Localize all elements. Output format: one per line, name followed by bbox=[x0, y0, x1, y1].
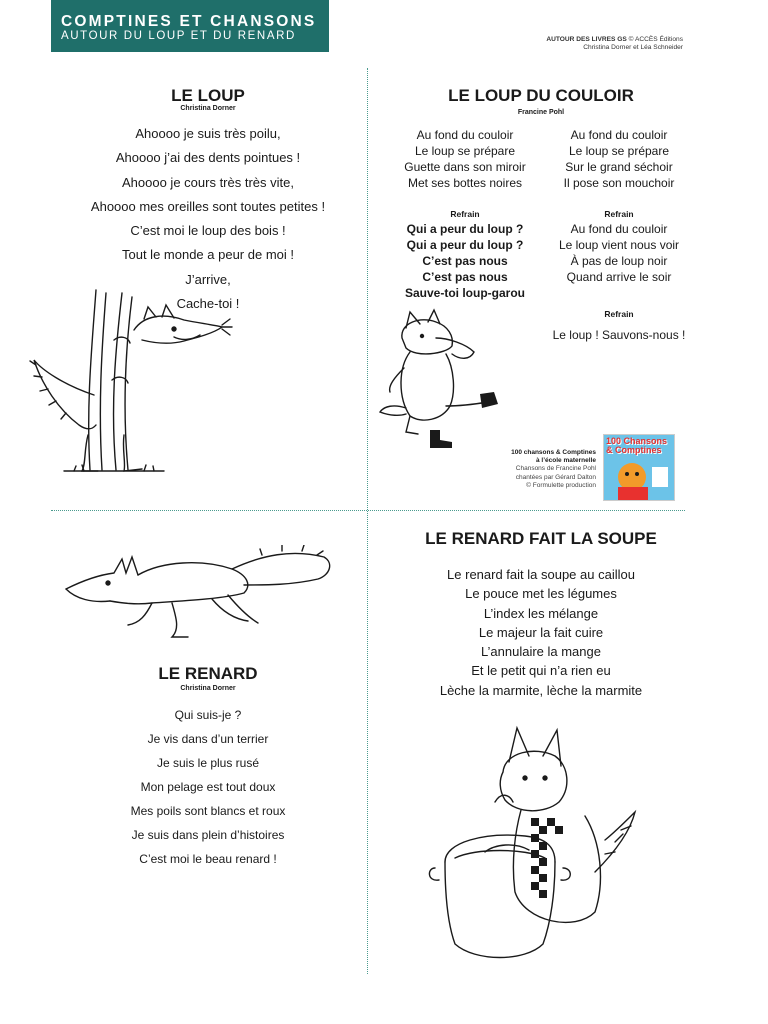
cd-caption-line: 100 chansons & Comptines bbox=[511, 449, 596, 456]
horizontal-divider bbox=[51, 510, 685, 511]
poem-line: À pas de loup noir bbox=[570, 253, 668, 268]
le-loup-author: Christina Dorner bbox=[180, 105, 236, 112]
poem-line: Ahoooo j’ai des dents pointues ! bbox=[115, 150, 301, 166]
poem-line: Mon pelage est tout doux bbox=[140, 780, 276, 794]
cd-cover-title bbox=[606, 437, 667, 455]
credits-series: AUTOUR DES LIVRES GS bbox=[546, 36, 627, 43]
poem-line: Le pouce met les légumes bbox=[465, 586, 617, 602]
couloir-verse-2 bbox=[544, 128, 694, 192]
couloir-refrain bbox=[390, 206, 540, 302]
wolf-tree-illustration bbox=[24, 285, 234, 485]
refrain-label: Refrain bbox=[604, 209, 634, 219]
credits-publisher: © ACCÈS Éditions bbox=[628, 36, 683, 43]
cd-caption-line: chantées par Gérard Dalton bbox=[515, 473, 596, 481]
poem-line: Ahoooo mes oreilles sont toutes petites ! bbox=[90, 198, 326, 214]
couloir-verse-1 bbox=[390, 128, 540, 192]
poem-line: Au fond du couloir bbox=[570, 222, 668, 236]
running-fox-illustration bbox=[62, 545, 337, 645]
poem-line: Guette dans son miroir bbox=[404, 159, 526, 174]
poem-line: L’index les mélange bbox=[483, 605, 599, 621]
couloir-final bbox=[544, 306, 694, 344]
cd-caption-line: © Formulette production bbox=[526, 481, 596, 489]
poem-line: Je suis le plus rusé bbox=[156, 756, 260, 770]
credits-authors: Christina Dorner et Léa Schneider bbox=[583, 44, 683, 52]
poem-line: Au fond du couloir bbox=[570, 128, 668, 142]
header-banner bbox=[51, 0, 329, 52]
renard-soupe-title: LE RENARD FAIT LA SOUPE bbox=[425, 529, 657, 548]
fox-soup-pot-illustration bbox=[425, 722, 645, 967]
le-renard-title: LE RENARD bbox=[158, 664, 258, 683]
le-renard-poem bbox=[60, 703, 356, 871]
poem-line: Qui a peur du loup ? bbox=[406, 237, 524, 252]
poem-line: Met ses bottes noires bbox=[407, 175, 523, 190]
poem-line: Tout le monde a peur de moi ! bbox=[122, 247, 294, 263]
vertical-divider bbox=[367, 68, 368, 974]
credits bbox=[546, 36, 683, 53]
couloir-verse-3 bbox=[544, 206, 694, 286]
poem-line: Ahoooo je cours très très vite, bbox=[122, 174, 294, 190]
poem-line: Cache-toi ! bbox=[176, 296, 240, 312]
poem-line: Quand arrive le soir bbox=[566, 269, 672, 284]
poem-line: C’est pas nous bbox=[422, 253, 508, 268]
header-title: COMPTINES ET CHANSONS bbox=[61, 13, 317, 30]
loup-couloir-author: Francine Pohl bbox=[517, 109, 565, 116]
poem-line: Ahoooo je suis très poilu, bbox=[135, 126, 281, 141]
poem-line: Et le petit qui n’a rien eu bbox=[471, 663, 611, 679]
le-loup-title: LE LOUP bbox=[171, 86, 245, 105]
header-subtitle: AUTOUR DU LOUP ET DU RENARD bbox=[61, 30, 296, 42]
walking-wolf-illustration bbox=[376, 308, 506, 458]
poem-line: J’arrive, bbox=[185, 271, 231, 287]
poem-line: Il pose son mouchoir bbox=[563, 175, 675, 190]
poem-line: Sur le grand séchoir bbox=[565, 159, 673, 174]
poem-line: Le majeur la fait cuire bbox=[478, 624, 604, 640]
cd-title-line: & Comptines bbox=[606, 445, 662, 455]
poem-line: Le renard fait la soupe au caillou bbox=[447, 567, 635, 582]
cd-cover-art bbox=[604, 457, 674, 500]
poem-line: Le loup se prépare bbox=[414, 143, 516, 158]
poem-line: Au fond du couloir bbox=[416, 128, 514, 142]
poem-line: Sauve-toi loup-garou bbox=[405, 285, 525, 300]
poem-line: Je vis dans d’un terrier bbox=[147, 732, 269, 746]
cd-caption-line: à l’école maternelle bbox=[536, 457, 596, 465]
poem-line: C’est moi le loup des bois ! bbox=[130, 223, 286, 239]
poem-line: Lèche la marmite, lèche la marmite bbox=[439, 682, 643, 698]
poem-line: C’est moi le beau renard ! bbox=[139, 852, 277, 866]
poem-line: L’annulaire la mange bbox=[481, 644, 601, 660]
poem-line: Le loup vient nous voir bbox=[558, 237, 680, 252]
poem-line: Je suis dans plein d’histoires bbox=[131, 828, 285, 842]
refrain-label: Refrain bbox=[604, 309, 634, 319]
poem-line: Qui suis-je ? bbox=[174, 708, 242, 722]
cd-cover bbox=[603, 434, 675, 501]
poem-line: Mes poils sont blancs et roux bbox=[130, 804, 286, 818]
cd-title-line: 100 Chansons bbox=[606, 436, 668, 446]
poem-line: Qui a peur du loup ? bbox=[406, 222, 524, 236]
loup-couloir-title: LE LOUP DU COULOIR bbox=[448, 86, 634, 105]
poem-line: C’est pas nous bbox=[422, 269, 508, 284]
refrain-label: Refrain bbox=[450, 209, 480, 219]
poem-line: Le loup ! Sauvons-nous ! bbox=[552, 328, 686, 342]
cd-caption-line: Chansons de Francine Pohl bbox=[515, 465, 596, 473]
le-renard-author: Christina Dorner bbox=[180, 685, 236, 692]
renard-soupe-poem bbox=[380, 565, 702, 700]
poem-line: Le loup se prépare bbox=[568, 143, 670, 158]
cd-caption bbox=[470, 449, 596, 490]
